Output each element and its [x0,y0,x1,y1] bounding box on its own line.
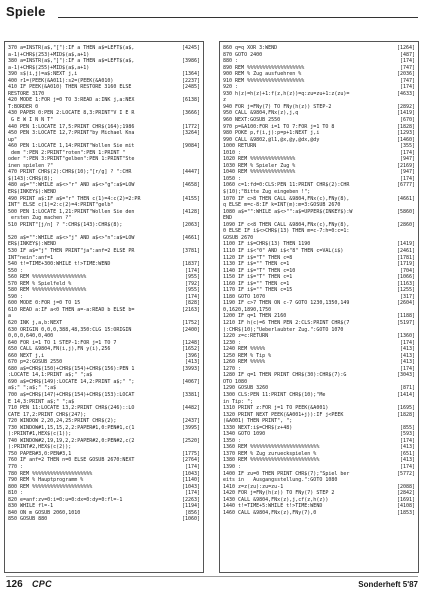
basic-code: 780 REM %%%%%%%%%%%%%%%%%%%% [8,470,93,477]
basic-code: 0,0,0,640,0,400 [8,333,54,340]
basic-code: q ELSE m=c-8:IF k=INT(m):m=3:GOSUB 2670 [223,202,341,209]
basic-code: 980 POKE p,f(i,j):p=p+1:NEXT j,i [223,130,320,137]
basic-code: 940 FOR j=FNy(7) TO FNy(h(z)) STEP-2 [223,103,332,110]
basic-code: 800 REM %%%%%%%%%%%%%%%%%%%% [8,483,93,490]
checksum: [1293] [396,130,415,137]
checksum: [174] [399,464,415,470]
basic-code: 0 ELSE IF i$<>CHR$(13) THEN m=c-7:h=0:c=1: [223,228,350,235]
basic-code: 840 ON m GOSUB 2060,1010 [8,509,81,516]
checksum: [947] [399,156,415,163]
checksum: [3381] [181,391,200,398]
checksum: [1828] [396,123,415,130]
checksum: [396] [184,352,200,359]
basic-code: :LOCATE 14,1:PRINT a$;" ";a$ [8,372,93,379]
basic-code: 890 REM %%%%%%%%%%%%%%%%%%% [223,64,305,71]
checksum: [1414] [396,391,415,398]
basic-code: 1290 GOSUB 3260 [223,385,269,392]
checksum: [2520] [181,437,200,444]
basic-code: 790 REM % Hauptprogramm % [8,477,84,484]
basic-code: 1060 c=1:fd=0:CLS:PEN 11:PRINT CHR$(2):CHR [223,182,350,189]
basic-code: 1440 t!=TIME+5:WHILE t!>TIME:WEND [223,503,323,510]
basic-code: 1130 IF i$="" THEN c=1 [223,261,290,268]
basic-code: a [8,313,12,320]
basic-code: 1150 IF i$="T" THEN c=1 [223,274,293,281]
basic-code: 440 PEN 1:LOCATE 17,5:PRINT CHR$(164);1986 [8,123,135,130]
basic-code: 640 FOR i=1 TO 1 STEP-1:FOR j=1 TO 7 [8,339,117,346]
checksum: [2036] [396,71,415,78]
basic-code: $(143):CHR$(8); [8,175,54,182]
checksum: [704] [399,267,415,274]
basic-code: up" [8,136,18,143]
basic-code: 880 : [223,58,239,65]
basic-code: oder ":PEN 3:PRINT"gelben":PEN 1:PRINT"Ste [8,156,135,163]
checksum: [955] [184,287,200,294]
checksum: [174] [184,267,200,274]
basic-code: GOSUB 2670 [223,234,254,241]
basic-code: 410 IF PEEK(&A010) THEN RESTORE 3160 ELSE [8,84,132,91]
checksum: [413] [399,352,415,359]
basic-code: END [223,215,233,222]
basic-code: 1350 : [223,437,242,444]
basic-code: 590 : [8,293,24,300]
checksum: [2437] [181,418,200,425]
checksum: [1255] [396,287,415,294]
checksum: [1460] [396,136,415,143]
listing-column-left [4,41,204,573]
checksum: [6777] [396,182,415,189]
basic-code: 1000 RETURN [223,143,257,150]
checksum: [4661] [396,195,415,202]
checksum: [856] [184,509,200,516]
basic-code: 670 p=2:GOSUB 2550 [8,359,63,366]
basic-code: 630 ORIGIN 0,0,0,388,48,350:CLG 15:ORIGIN [8,326,132,333]
basic-code: a-1)+CHR$(255)+MID$(a$,a+1) [8,64,90,71]
checksum: [1140] [181,477,200,484]
checksum: [1781] [396,254,415,261]
basic-code: ersten Zug machen ?" [8,215,72,222]
checksum: [4658] [181,182,200,189]
basic-code: 900 REM % Zug ausfuehren % [223,71,302,78]
basic-code: 560 REM %%%%%%%%%%%%%%%%%% [8,274,87,281]
header-divider [58,17,418,18]
basic-code: 750 PAPER#3,0:PEN#3,1 [8,450,72,457]
checksum: [1719] [396,261,415,268]
basic-code: 1320 PRINT NEXT PEEK(&A001+j)):IF j<PEEK [223,411,344,418]
checksum: [1264] [396,45,415,51]
basic-code: 960 NEXT:GOSUB 2550 [223,117,281,124]
checksum: [1194] [181,503,200,510]
basic-code: 1200 IF q=1 THEN 2160 [223,313,287,320]
checksum: [174] [399,175,415,182]
basic-code: in Tip: "; [223,398,254,405]
checksum: [9084] [181,143,200,150]
basic-code: 1210 IF h(c)=6 THEN PEN 2:CLS:PRINT CHR$(7 [223,319,350,326]
basic-code: 1100 IF i$=CHR$(13) THEN 1190 [223,241,311,248]
basic-code: inen spielen ?" [8,162,54,169]
basic-code: 820 e=anf:zv=0:i=0:u=0:dx=0:dy=0:fl=-1 [8,496,123,503]
checksum: [3995] [181,424,200,431]
checksum: [2604] [396,300,415,307]
page-footer [6,579,418,593]
basic-code: 1430 CALL &9804,FNx(z),j,cf(z,h(z)) [223,496,329,503]
basic-code: 1070 IF c>8 THEN CALL &9804,FNx(c),FNy(8), [223,195,350,202]
checksum: [1752] [181,319,200,326]
checksum: [413] [399,346,415,353]
checksum: [2860] [396,221,415,228]
basic-code: 1180 GOTO 1070 [223,293,266,300]
basic-code: 460 PEN 1:LOCATE 1,14:PRINT"Wollen Sie mit [8,143,135,150]
footer-divider [6,576,418,577]
issue-label: Sonderheft 5'87 [358,580,418,589]
checksum: [1163] [396,280,415,287]
basic-code: z [223,97,227,104]
checksum: [1060] [181,516,200,523]
basic-code: 1380 REM %%%%%%%%%%%%%%%%%%%%%%% [223,457,320,464]
basic-code: 380 a=INSTR(a$,"]"):IF a THEN a$=LEFT$(a$, [8,58,135,65]
checksum: [1837] [181,261,200,268]
basic-code: CATE 17,2:PRINT CHR$(247); [8,411,87,418]
checksum: [4067] [181,378,200,385]
checksum: [2400] [181,326,200,333]
basic-code: 1050 : [223,175,242,182]
checksum: [2892] [396,103,415,110]
checksum: [3781] [181,247,200,254]
basic-code: 610 READ a:IF a<0 THEN a=-a:READ b ELSE b= [8,306,135,313]
checksum: [4661] [181,234,200,241]
checksum: [855] [399,424,415,431]
basic-code: 1190 IF c>7 THEN ON c-7 GOTO 1230,1350,149 [223,300,350,307]
basic-code: OTO 1080 [223,378,248,385]
basic-code: (&A001) THEN PRINT", "; [223,418,293,425]
basic-code: T:BORDER 0 [8,103,39,110]
basic-code: ER$(INKEY$):WEND [8,189,57,196]
checksum: [355] [399,143,415,150]
basic-code: ):PRINT#1,HEX$(c(1)); [8,431,72,438]
checksum: [5860] [396,208,415,215]
basic-code: 1030 REM % Spieler Zug % [223,162,296,169]
basic-code: 500 PEN 1:LOCATE 1,21:PRINT"Wollen Sie den [8,208,135,215]
checksum: [1043] [181,483,200,490]
basic-code: 760 IF anf=2 THEN n=0 ELSE GOSUB 2670:NEXT [8,457,135,464]
basic-code: 570 REM % Spielfeld % [8,280,72,287]
basic-code: 710 PEN 11:LOCATE 13,2:PRINT CHR$(246)::LO [8,405,135,412]
page-number: 126 [6,579,23,590]
basic-code: 1140 IF i$="T" THEN c=10 [223,267,296,274]
basic-code: 1410 z=z(zu):zu=zu-1 [223,483,284,490]
checksum: [828] [184,300,200,307]
basic-code: 830 WHILE fl=-1 [8,503,54,510]
basic-code: 1340 GOTO 1090 [223,431,266,438]
checksum: [4482] [181,405,200,412]
basic-code: 1270 : [223,365,242,372]
basic-code: 580 REM %%%%%%%%%%%%%%%%%% [8,287,87,294]
basic-code: 1040 REM %%%%%%%%%%%%%%% [223,169,296,176]
checksum: [2263] [181,496,200,503]
basic-code: 520 a$="":WHILE a$<>"j" AND a$<>"n":a$=LOW [8,234,135,241]
basic-code: G E W I N N T" [8,117,54,124]
checksum: [413] [399,359,415,366]
checksum: [1360] [396,333,415,340]
basic-code: 1390 : [223,464,242,470]
checksum: [1364] [181,71,200,78]
basic-code: 600 MODE 0:FOR j=0 TO 15 [8,300,81,307]
basic-code: 1280 IF q=1 THEN PRINT CHR$(30):CHR$(7):G [223,372,347,379]
basic-code: 850 GOSUB 880 [8,516,48,523]
checksum: [947] [399,169,415,176]
checksum: [1775] [181,450,200,457]
basic-code: 680 a$=CHR$(150)+CHR$(154)+CHR$(156):PEN 1 [8,365,135,372]
checksum: [1652] [181,346,200,353]
basic-code: 550 : [8,267,24,274]
checksum: [487] [399,51,415,58]
basic-code: 1310 PRINT z:FOR j=1 TO PEEK(&A001) [223,405,329,412]
checksum: [2461] [396,247,415,254]
checksum: [413] [184,359,200,366]
checksum: [1419] [396,241,415,248]
checksum: [3986] [181,58,200,65]
basic-code: a-1)+CHR$(253)+MID$(a$,a+1) [8,51,90,58]
checksum: [2485] [181,84,200,91]
checksum: [2063] [181,221,200,228]
basic-code: 1400 IF zu=0 THEN PRINT CHR$(7);"Spiel ber [223,470,350,477]
checksum: [2237] [181,77,200,84]
checksum: [593] [399,431,415,438]
listing-column-right [219,41,419,573]
checksum: [174] [399,58,415,65]
basic-code: 1370 REM % Zug zurueckspielen % [223,450,317,457]
checksum: [4155] [181,195,200,202]
basic-code: 1160 IF i$="" THEN c=1 [223,280,290,287]
checksum: [174] [399,339,415,346]
basic-code: 910 REM %%%%%%%%%%%%%%%%%%% [223,77,305,84]
checksum: [317] [399,293,415,300]
basic-code: ER$(INKEY$):WEND [8,241,57,248]
basic-code: 660 NEXT j,i [8,352,45,359]
basic-code: 1460 CALL &9804,FNx(z),FNy(7),0 [223,509,317,516]
checksum: [4447] [181,169,200,176]
basic-code: 1420 FOR j=FNy(h(z)) TO FNy(7) STEP 2 [223,490,335,497]
checksum: [1695] [396,405,415,412]
basic-code: 1090 IF c<8 THEN CALL &9804,FNx(c),FNy(8), [223,221,350,228]
checksum: [651] [399,450,415,457]
basic-code: 700 a$=CHR$(147)+CHR$(154)+CHR$(153):LOCAT [8,391,135,398]
basic-code: 770 : [8,464,24,470]
checksum: [1066] [396,274,415,281]
checksum: [2842] [396,490,415,497]
checksum: [413] [399,444,415,451]
checksum: [1853] [396,509,415,516]
basic-code: 390 s$(i,j)=a$:NEXT j,i [8,71,78,78]
checksum: [1419] [396,110,415,117]
basic-code: INT"nein":anf=1 [8,254,54,261]
basic-code: 490 PRINT a$:IF a$="r" THEN c(1)=4:c(2)=2:PR [8,195,141,202]
basic-code: 1110 IF i$<"0" AND i$<"8" THEN c=VAL(i$) [223,247,344,254]
basic-code: eits in Ausgangsstellung.":GOTO 1080 [223,477,338,484]
basic-code: 1230 : [223,339,242,346]
basic-code: 1260 REM %%%%% [223,359,266,366]
checksum: [174] [399,149,415,156]
checksum: [747] [399,77,415,84]
checksum: [5772] [396,470,415,477]
basic-code: 1250 REM % Tip % [223,352,272,359]
listing-line [223,510,415,517]
checksum: [3043] [396,372,415,379]
checksum: [792] [184,280,200,287]
basic-code: 970 p=&A100:FOR i=1 TO 7:FOR j=1 TO 8 [223,123,335,130]
basic-code: 1170 IF i$="" THEN c=15 [223,287,293,294]
checksum: [4128] [181,208,200,215]
basic-code: ):PRINT#2,HEX$(c(2)); [8,444,72,451]
basic-code: 370 a=INSTR(a$,"["):IF a THEN a$=LEFT$(a$, [8,45,135,51]
basic-code: 400 r1=(PEEK(&A011):s2=(PEEK(&A010) [8,77,114,84]
checksum: [1691] [396,496,415,503]
basic-code: 540 t!=TIME+300:WHILE t!>TIME:WEND [8,261,111,268]
cpc-logo: CPC [32,579,52,589]
basic-code: ):CHR$(10);"Ueberlaubter Zug.":GOTO 1070 [223,326,344,333]
basic-code: 1080 a$="":WHILE a$<>"":a$=UPPER$(INKEY$):W [223,208,353,215]
basic-code: 730 WINDOW#1,15,15,2,2:PAPER#1,0:PEN#1,c(1 [8,424,135,431]
checksum: [174] [399,365,415,372]
checksum: [5197] [396,319,415,326]
checksum: [174] [184,490,200,497]
checksum: [1188] [396,313,415,320]
basic-code: E 14,3:PRINT a$;" ";a$ [8,398,75,405]
checksum: [174] [184,293,200,300]
basic-code: 0,1620,1890,1750 [223,306,272,313]
checksum: [4108] [396,503,415,510]
basic-code: 1220 z=c:RETURN [223,333,269,340]
basic-code: 1360 REM %%%%%%%%%%%%%%%%%%%%%%% [223,444,320,451]
basic-code: 720 WINDOW 2,20,24,25:PRINT CHR$(2); [8,418,117,425]
checksum: [174] [184,464,200,470]
checksum: [4245] [181,45,200,51]
checksum: [2088] [396,483,415,490]
basic-code: dem ":PEN 2:PRINT"roten":PEN 1:PRINT " [8,149,126,156]
basic-code: $(10);"Bitte Zug eingeben !"; [223,189,311,196]
basic-code: 990 CALL &9802,@l1,@x,@y,@dx,@dy [223,136,320,143]
checksum: [955] [184,274,200,281]
basic-code: 740 WINDOW#2,19,19,2,2:PAPER#2,0:PEN#2,c(2 [8,437,135,444]
checksum: [747] [399,64,415,71]
checksum: [3264] [181,130,200,137]
basic-code: RESTORE 3170 [8,90,45,97]
basic-code: 530 IF a$="j" THEN PRINT"ja":anf=2 ELSE PR [8,247,135,254]
basic-code: 690 a$=CHR$(149):LOCATE 14,2:PRINT a$;" "; [8,378,135,385]
basic-code: 920 : [223,84,239,91]
basic-code: 1010 : [223,149,242,156]
basic-code: 480 a$="":WHILE a$<>"r" AND a$<>"g":a$=LOW [8,182,135,189]
checksum: [174] [399,84,415,91]
basic-code: 1330 NEXT:i$=CHR$(z+48) [223,424,293,431]
basic-code: 470 PRINT CHR$(2):CHR$(10);"[r/g] ? ":CHR [8,169,132,176]
checksum: [2163] [181,306,200,313]
basic-code: 650 CALL &9804,FN(i,j),FN y(i),256 [8,346,111,353]
checksum: [670] [399,117,415,124]
checksum: [2764] [181,457,200,464]
checksum: [1772] [181,123,200,130]
basic-code: 1240 REM %%%%% [223,346,266,353]
section-title: Spiele [6,4,46,19]
checksum: [6138] [181,97,200,104]
basic-code: 810 : [8,490,24,497]
checksum: [2169] [396,162,415,169]
basic-code: 450 PEN 3:LOCATE 12,7:PRINT"by Michael Kna [8,130,135,137]
checksum: [1043] [181,470,200,477]
basic-code: 1120 IF i$="T" THEN c=8 [223,254,293,261]
checksum: [4633] [396,90,415,97]
basic-code: 930 h(z)=h(z)+1:f(z,h(z))=q:zu=zu+1:z(zu)= [223,90,350,97]
basic-code: INT" ELSE c(1)=2:c(2)=4:PRINT"gelb" [8,202,114,209]
basic-code: a$;" ";a$;" ";a$ [8,385,57,392]
checksum: [3993] [181,365,200,372]
checksum: [413] [399,457,415,464]
basic-code: 510 PRINT"[j/n] ? ":CHR$(143):CHR$(8); [8,221,123,228]
checksum: [3666] [181,110,200,117]
listing-line [8,516,200,523]
basic-code: 860 q=q XOR 3:WEND [223,45,278,51]
basic-code: 1020 REM %%%%%%%%%%%%%%% [223,156,296,163]
page-header [6,4,418,26]
basic-code: 620 INK j,a,b:NEXT [8,319,63,326]
checksum: [1828] [396,411,415,418]
basic-code: 950 CALL &9804,FNx(z),j,q [223,110,299,117]
basic-code: 1300 CLS:PEN 11:PRINT CHR$(10);"Me [223,391,326,398]
checksum: [1248] [181,339,200,346]
basic-code: 430 PAPER 0:PEN 2:LOCATE 8,3:PRINT"V I E R [8,110,135,117]
checksum: [174] [399,437,415,444]
basic-code: 420 MODE 1:FOR j=0 TO 3:READ a:INK j,a:NEX [8,97,135,104]
basic-code: 870 GOTO 2400 [223,51,263,58]
checksum: [871] [399,385,415,392]
